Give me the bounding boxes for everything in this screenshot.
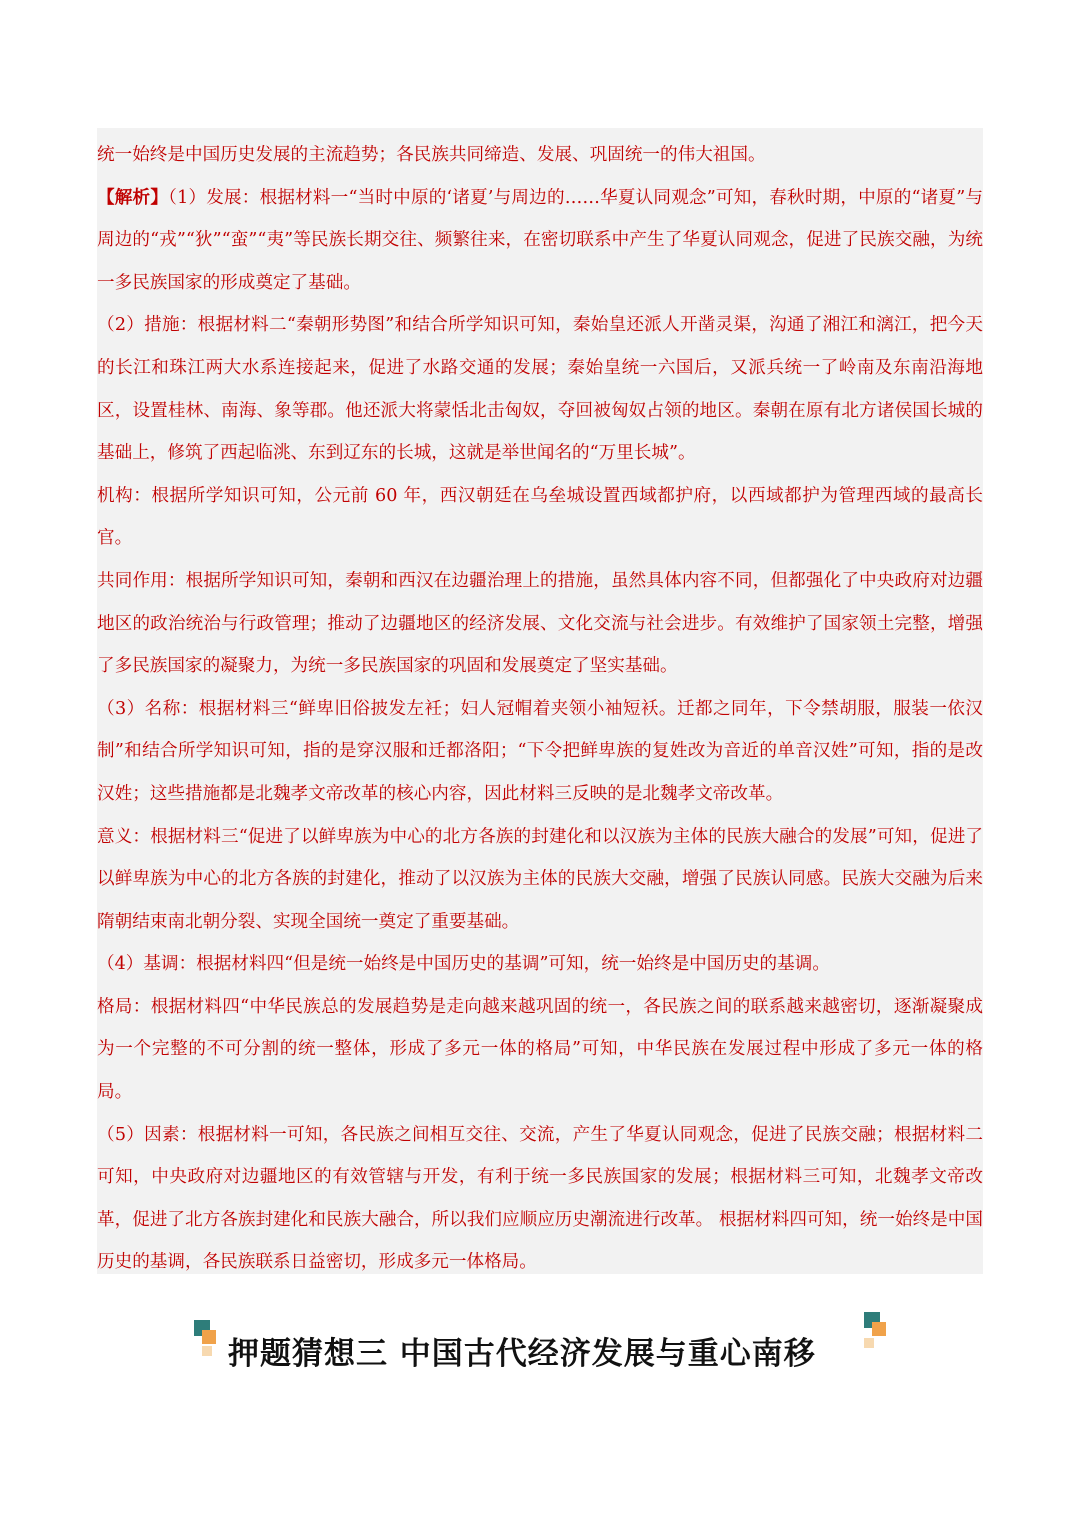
analysis-part-1	[97, 177, 983, 305]
analysis-part-2: （2）措施：根据材料二“秦朝形势图”和结合所学知识可知，秦始皇还派人开凿灵渠，沟通了湘江和漓江，把今天的长江和珠江两大水系连接起来，促进了水路交通的发展；秦始皇统一六国后，又派兵统一了岭南及东南沿海地区，设置桂林、南海、象等郡。他还派大将蒙恬北击匈奴，夺回被匈奴占领的地区。秦朝在原有北方诸侯国长城的基础上，修筑了西起临洮、东到辽东的长城，这就是举世闻名的“万里长城”。	[97, 315, 983, 464]
analysis-part-4: 共同作用：根据所学知识可知，秦朝和西汉在边疆治理上的措施，虽然具体内容不同，但都强化了中央政府对边疆地区的政治统治与行政管理；推动了边疆地区的经济发展、文化交流与社会进步。有效维护了国家领土完整，增强了多民族国家的凝聚力，为统一多民族国家的巩固和发展奠定了坚实基础。	[97, 570, 983, 677]
analysis-tag: 【解析】	[97, 186, 169, 208]
analysis-part-6: 意义：根据材料三“促进了以鲜卑族为中心的北方各族的封建化和以汉族为主体的民族大融合的发展”可知，促进了以鲜卑族为中心的北方各族的封建化，推动了以汉族为主体的民族大交融，增强了民族认同感。民族大交融为后来隋朝结束南北朝分裂、实现全国统一奠定了重要基础。	[97, 826, 983, 932]
analysis-part-1-text: （1）发展：根据材料一“当时中原的‘诸夏’与周边的……华夏认同观念”可知，春秋时期，中原的“诸夏”与周边的“戎”“狄”“蛮”“夷”等民族长期交往、频繁往来，在密切联系中产生了华夏认同观念，促进了民族交融，为统一多民族国家的形成奠定了基础。	[97, 187, 983, 293]
square-decoration-icon	[190, 1320, 220, 1360]
section-title: 押题猜想三 中国古代经济发展与重心南移	[228, 1336, 816, 1372]
answer-analysis-box	[97, 128, 983, 1274]
answer-summary: 统一始终是中国历史发展的主流趋势；各民族共同缔造、发展、巩固统一的伟大祖国。	[97, 145, 766, 165]
analysis-part-9: （5）因素：根据材料一可知，各民族之间相互交往、交流，产生了华夏认同观念，促进了民族交融；根据材料二可知，中央政府对边疆地区的有效管辖与开发，有利于统一多民族国家的发展；根据材料三可知，北魏孝文帝改革，促进了北方各族封建化和民族大融合，所以我们应顺应历史潮流进行改革。 根据材料四可知，统一始终是中国历史的基调，各民族联系日益密切，形成多元一体格局。	[97, 1124, 983, 1273]
analysis-part-3: 机构：根据所学知识可知，公元前 60 年，西汉朝廷在乌垒城设置西域都护府，以西域都护为管理西域的最高长官。	[97, 485, 983, 549]
section-heading	[0, 1318, 1080, 1388]
analysis-part-5: （3）名称：根据材料三“鲜卑旧俗披发左衽；妇人冠帽着夹领小袖短袄。迁都之同年，下令禁胡服，服装一依汉制”和结合所学知识可知，指的是穿汉服和迁都洛阳；“下令把鲜卑族的复姓改为音近的单音汉姓”可知，指的是改汉姓；这些措施都是北魏孝文帝改革的核心内容，因此材料三反映的是北魏孝文帝改革。	[97, 698, 983, 804]
square-decoration-icon	[858, 1310, 888, 1350]
analysis-part-7: （4）基调：根据材料四“但是统一始终是中国历史的基调”可知，统一始终是中国历史的基调。	[97, 954, 830, 975]
analysis-part-8: 格局：根据材料四“中华民族总的发展趋势是走向越来越巩固的统一，各民族之间的联系越来越密切，逐渐凝聚成为一个完整的不可分割的统一整体，形成了多元一体的格局”可知，中华民族在发展过程中形成了多元一体的格局。	[97, 996, 983, 1103]
